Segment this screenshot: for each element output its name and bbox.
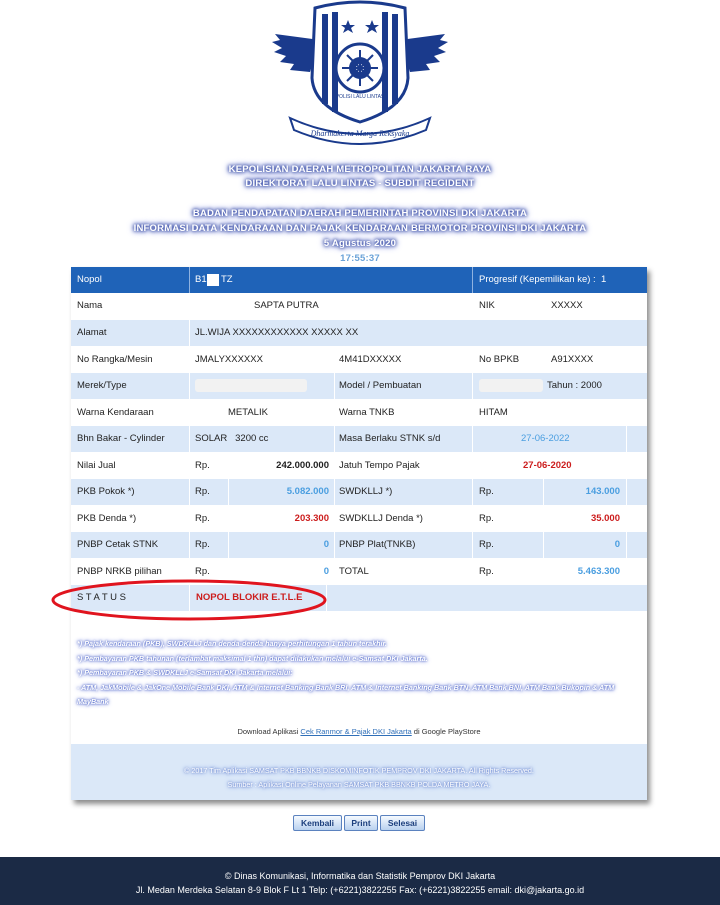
note-5: MayBank <box>77 697 109 706</box>
row-nilai-jual <box>71 453 647 479</box>
nilai-value: 242.000.000 <box>276 460 329 471</box>
pkb-denda-value: 203.300 <box>294 513 329 524</box>
status-label: S T A T U S <box>77 592 126 603</box>
pkb-denda-currency: Rp. <box>195 513 210 524</box>
note-2: *) Pembayaran PKB tahunan (terlambat maksimal 1 thn) dapat dilakukan melalui e-Samsat DKI Jakarta. <box>77 653 428 663</box>
model-label: Model / Pembuatan <box>339 380 422 391</box>
swd-value: 143.000 <box>585 486 620 497</box>
bpkb-label: No BPKB <box>479 354 520 365</box>
pnbp-plat-value: 0 <box>614 539 620 550</box>
masa-label: Masa Berlaku STNK s/d <box>339 433 441 444</box>
footer-copyright: © 2017 Tim Aplikasi SAMSAT PKB BBNKB DISKOMINFOTIK PEMPROV DKI JAKARTA. All Rights Reserved. <box>184 766 534 775</box>
header-time: 17:55:37 <box>340 253 380 264</box>
row-nopol <box>71 267 647 293</box>
masa-value: 27-06-2022 <box>521 433 570 444</box>
pkb-pokok-label: PKB Pokok *) <box>77 486 135 497</box>
row-nama <box>71 293 647 319</box>
swd-label: SWDKLLJ *) <box>339 486 393 497</box>
progresif-value: 1 <box>601 274 607 285</box>
pnbp-nrkb-value: 0 <box>323 566 329 577</box>
print-button[interactable]: Print <box>344 815 378 831</box>
warna-value: METALIK <box>228 407 268 418</box>
selesai-button[interactable]: Selesai <box>380 815 425 831</box>
bottom-bar-line-2: Jl. Medan Merdeka Selatan 8-9 Blok F Lt 1 Telp: (+6221)3822255 Fax: (+6221)3822255 email: dki@jakarta.go.id <box>135 885 585 895</box>
nilai-label: Nilai Jual <box>77 460 116 471</box>
note-4: - ATM, JakMobile & JakOne Mobile Bank DKI, ATM & Internet Banking Bank BRI, ATM & Internet Banking Bank BTN, ATM Bank BNI, ATM Bank Bukopin & ATM <box>77 682 615 692</box>
alamat-value: JL.WIJA XXXXXXXXXXXX XXXXX XX <box>195 327 359 338</box>
row-pnbp-stnk <box>71 532 647 558</box>
kembali-button[interactable]: Kembali <box>293 815 342 831</box>
vehicle-info-card <box>71 267 647 800</box>
pnbp-plat-currency: Rp. <box>479 539 494 550</box>
merek-redacted <box>195 379 307 392</box>
header-line-2: DIREKTORAT LALU LINTAS - SUBDIT REGIDENT <box>245 178 475 189</box>
pnbp-nrkb-label: PNBP NRKB pilihan <box>77 566 162 577</box>
alamat-label: Alamat <box>77 327 107 338</box>
row-alamat <box>71 320 647 346</box>
header-line-1: KEPOLISIAN DAERAH METROPOLITAN JAKARTA RAYA <box>228 164 492 175</box>
total-value: 5.463.300 <box>577 566 620 577</box>
nik-label: NIK <box>479 300 495 311</box>
swd-denda-currency: Rp. <box>479 513 494 524</box>
model-redacted <box>479 379 543 392</box>
nopol-redaction <box>207 274 219 286</box>
swd-denda-value: 35.000 <box>590 513 620 524</box>
pnbp-stnk-value: 0 <box>323 539 329 550</box>
total-label: TOTAL <box>339 566 369 577</box>
pkb-pokok-value: 5.082.000 <box>286 486 329 497</box>
nopol-value: B1 <box>195 274 207 285</box>
pnbp-plat-label: PNBP Plat(TNKB) <box>339 539 416 550</box>
motto-text: Dharmakerta Marga Reksyaka <box>310 129 410 138</box>
warna-label: Warna Kendaraan <box>77 407 154 418</box>
jatuh-value: 27-06-2020 <box>523 460 572 471</box>
nilai-currency: Rp. <box>195 460 210 471</box>
swd-currency: Rp. <box>479 486 494 497</box>
note-3: *) Pembayaran PKB & SWDKLLJ e-Samsat DKI Jakarta melalui: <box>77 668 293 677</box>
bottom-bar <box>0 857 720 905</box>
download-line <box>71 727 647 736</box>
police-emblem-logo <box>270 0 450 145</box>
download-app-link[interactable]: Cek Ranmor & Pajak DKI Jakarta <box>300 727 412 736</box>
download-suffix: di Google PlayStore <box>411 727 481 736</box>
note-1: *) Pajak kendaraan (PKB), SWDKLLJ dan denda-denda hanya perhitungan 1 tahun terakhir. <box>77 639 387 648</box>
rangka-value: JMALYXXXXXX <box>195 354 263 365</box>
badge-text: POLISI LALU LINTAS <box>335 94 385 100</box>
jatuh-label: Jatuh Tempo Pajak <box>339 460 420 471</box>
nik-value: XXXXX <box>551 300 583 311</box>
download-prefix: Download Aplikasi <box>237 727 301 736</box>
total-currency: Rp. <box>479 566 494 577</box>
merek-label: Merek/Type <box>77 380 127 391</box>
header-date: 5 Agustus 2020 <box>323 238 397 249</box>
row-pkb-denda <box>71 506 647 532</box>
nama-label: Nama <box>77 300 103 311</box>
header-line-4: INFORMASI DATA KENDARAAN DAN PAJAK KENDARAAN BERMOTOR PROVINSI DKI JAKARTA <box>133 223 587 234</box>
card-footer <box>71 744 647 800</box>
pnbp-stnk-currency: Rp. <box>195 539 210 550</box>
bbm-value: SOLAR 3200 cc <box>195 433 269 444</box>
pnbp-stnk-label: PNBP Cetak STNK <box>77 539 159 550</box>
status-value: NOPOL BLOKIR E.T.L.E <box>196 592 303 603</box>
notes-block <box>77 637 637 710</box>
rangka-label: No Rangka/Mesin <box>77 354 153 365</box>
pkb-pokok-currency: Rp. <box>195 486 210 497</box>
bottom-bar-line-1: © Dinas Komunikasi, Informatika dan Statistik Pemprov DKI Jakarta <box>224 871 496 881</box>
pkb-denda-label: PKB Denda *) <box>77 513 137 524</box>
progresif-label: Progresif (Kepemilikan ke) : <box>479 274 596 285</box>
status-highlight-ellipse <box>50 578 328 622</box>
row-pkb-pokok <box>71 479 647 505</box>
pnbp-nrkb-currency: Rp. <box>195 566 210 577</box>
tahun-value: Tahun : 2000 <box>547 380 602 391</box>
row-bahan-bakar <box>71 426 647 452</box>
bpkb-value: A91XXXX <box>551 354 594 365</box>
row-warna <box>71 400 647 426</box>
mesin-value: 4M41DXXXXX <box>339 354 402 365</box>
nopol-suffix: TZ <box>221 274 233 285</box>
footer-source: Sumber : Aplikasi Online Pelayanan SAMSAT PKB BBNKB POLDA METRO JAYA. <box>227 780 491 789</box>
nopol-label: Nopol <box>77 274 102 285</box>
swd-denda-label: SWDKLLJ Denda *) <box>339 513 423 524</box>
bbm-label: Bhn Bakar - Cylinder <box>77 433 165 444</box>
row-rangka-mesin <box>71 347 647 373</box>
nama-value: SAPTA PUTRA <box>254 300 319 311</box>
header-line-3: BADAN PENDAPATAN DAERAH PEMERINTAH PROVINSI DKI JAKARTA <box>192 208 528 219</box>
row-merek <box>71 373 647 399</box>
tnkb-label: Warna TNKB <box>339 407 395 418</box>
tnkb-value: HITAM <box>479 407 508 418</box>
